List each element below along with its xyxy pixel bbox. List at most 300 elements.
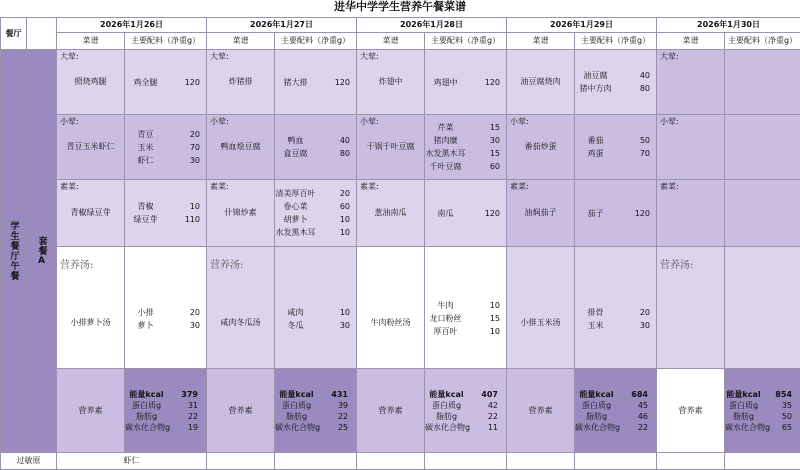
ingredient-row (125, 128, 206, 141)
dish-cell (657, 50, 725, 115)
nutrient-name: 脂肪g (125, 411, 168, 422)
ingredient-weight: 10 (316, 213, 356, 226)
dish-cell-inner (357, 50, 424, 114)
ingredient-cell (725, 115, 800, 180)
header-blank (27, 18, 57, 50)
ingredient-weight: 120 (466, 207, 506, 220)
dish-name: 牛肉粉丝汤 (359, 318, 422, 328)
ingredient-name: 清美厚百叶 (275, 187, 316, 200)
nutrient-value: 50 (762, 411, 800, 422)
ingredient-row (575, 134, 656, 147)
ingredient-cell (125, 247, 207, 369)
nutrition-row (125, 400, 206, 411)
ingredient-name: 龙口粉丝 (425, 312, 466, 325)
ingredient-cell (725, 247, 800, 369)
dish-category: 小荤: (660, 117, 679, 127)
ingredient-weight: 80 (616, 82, 656, 95)
dish-name: 鸭血烩豆腐 (209, 142, 272, 152)
day-date-1: 2026年1月27日 (207, 18, 357, 33)
allergen-blank (207, 453, 275, 470)
col-dish-header: 菜谱 (357, 33, 425, 50)
nutrition-values (725, 369, 800, 453)
nutrition-row (575, 389, 656, 400)
dish-cell-inner (507, 180, 574, 246)
nutrient-name: 能量kcal (425, 389, 468, 400)
ingredient-row (275, 187, 356, 200)
ingredient-list (725, 50, 800, 114)
ingredient-row (125, 213, 206, 226)
dish-cell-inner (357, 180, 424, 246)
ingredient-row (425, 160, 506, 173)
dish-name: 咸肉冬瓜汤 (209, 318, 272, 328)
ingredient-weight: 20 (166, 306, 206, 319)
ingredient-row (575, 147, 656, 160)
dish-cell-inner (357, 258, 424, 357)
ingredient-row (125, 319, 206, 332)
ingredient-list (425, 115, 506, 179)
ingredient-row (425, 134, 506, 147)
ingredient-name: 虾仁 (125, 154, 166, 167)
nutrient-value: 42 (468, 400, 506, 411)
ingredient-cell (725, 50, 800, 115)
ingredient-name: 青豆 (125, 128, 166, 141)
ingredient-cell (125, 115, 207, 180)
ingredient-name: 水发黑木耳 (275, 226, 316, 239)
nutrient-value: 22 (168, 411, 206, 422)
dish-category: 大荤: (360, 52, 379, 62)
ingredient-name: 青椒 (125, 200, 166, 213)
ingredient-name: 番茄 (575, 134, 616, 147)
nutrition-values (575, 369, 657, 453)
col-dish-header: 菜谱 (207, 33, 275, 50)
ingredient-list (275, 247, 356, 368)
ingredient-list (125, 247, 206, 368)
nutrition-label: 营养素 (357, 369, 425, 453)
ingredient-name: 鸡翅中 (425, 76, 466, 89)
ingredient-cell (725, 180, 800, 247)
ingredient-name: 卷心菜 (275, 200, 316, 213)
ingredient-list (575, 180, 656, 246)
ingredient-name: 绿豆芽 (125, 213, 166, 226)
ingredient-list (425, 180, 506, 246)
nutrition-row (575, 411, 656, 422)
ingredient-weight: 80 (316, 147, 356, 160)
allergen-blank (725, 453, 800, 470)
ingredient-list (125, 115, 206, 179)
nutrition-row (725, 400, 800, 411)
nutrition-row (725, 411, 800, 422)
allergen-blank (425, 453, 507, 470)
ingredient-row (275, 306, 356, 319)
nutrient-value: 19 (170, 422, 206, 433)
dish-cell-inner (207, 180, 274, 246)
nutrient-value: 22 (468, 411, 506, 422)
ingredient-list (125, 50, 206, 114)
ingredient-weight: 110 (166, 213, 206, 226)
ingredient-cell (275, 50, 357, 115)
ingredient-row (575, 319, 656, 332)
dish-cell-inner (207, 115, 274, 179)
nutrition-list (575, 369, 656, 452)
ingredient-weight: 70 (616, 147, 656, 160)
ingredient-weight: 120 (616, 207, 656, 220)
menu-table (0, 17, 800, 470)
ingredient-weight: 10 (466, 299, 506, 312)
ingredient-row (425, 325, 506, 338)
nutrition-row (275, 389, 356, 400)
ingredient-list (725, 247, 800, 368)
ingredient-cell (575, 50, 657, 115)
ingredient-weight: 15 (466, 147, 506, 160)
nutrition-row (575, 400, 656, 411)
nutrient-value: 22 (620, 422, 656, 433)
dish-category: 素菜: (210, 182, 229, 192)
nutrient-value: 684 (618, 389, 656, 400)
nutrient-name: 蛋白质g (275, 400, 318, 411)
nutrient-value: 39 (318, 400, 356, 411)
col-ingredient-header: 主要配料（净重g） (725, 33, 800, 50)
ingredient-row (575, 69, 656, 82)
ingredient-list (125, 180, 206, 246)
dish-cell-inner (507, 258, 574, 357)
col-ingredient-header: 主要配料（净重g） (275, 33, 357, 50)
ingredient-row (425, 312, 506, 325)
nutrition-values (425, 369, 507, 453)
ingredient-name: 鸭血 (275, 134, 316, 147)
col-ingredient-header: 主要配料（净重g） (425, 33, 507, 50)
nutrient-name: 蛋白质g (575, 400, 618, 411)
ingredient-weight: 60 (466, 160, 506, 173)
ingredient-list (275, 50, 356, 114)
nutrition-row (425, 422, 506, 433)
nutrition-row (425, 389, 506, 400)
nutrition-row (125, 389, 206, 400)
ingredient-name: 鸡蛋 (575, 147, 616, 160)
dish-cell-inner (507, 115, 574, 179)
ingredient-cell (125, 180, 207, 247)
dish-category: 小荤: (210, 117, 229, 127)
nutrient-name: 能量kcal (725, 389, 762, 400)
nutrition-row (575, 422, 656, 433)
ingredient-weight: 15 (466, 312, 506, 325)
dish-name: 油豆腐烧肉 (509, 77, 572, 87)
dish-category: 素菜: (60, 182, 79, 192)
nutrient-value: 407 (468, 389, 506, 400)
nutrient-name: 脂肪g (425, 411, 468, 422)
ingredient-name: 牛肉 (425, 299, 466, 312)
dish-category: 小荤: (360, 117, 379, 127)
nutrition-row (125, 411, 206, 422)
ingredient-weight: 20 (616, 306, 656, 319)
nutrition-label: 营养素 (657, 369, 725, 453)
ingredient-weight: 10 (316, 226, 356, 239)
ingredient-row (575, 207, 656, 220)
nutrient-value: 11 (470, 422, 506, 433)
dish-category: 素菜: (510, 182, 529, 192)
ingredient-cell (275, 115, 357, 180)
dish-cell-inner (657, 258, 724, 357)
ingredient-cell (425, 115, 507, 180)
nutrient-name: 脂肪g (725, 411, 762, 422)
dish-cell (357, 50, 425, 115)
dish-cell-inner (57, 115, 124, 179)
ingredient-list (725, 180, 800, 246)
dish-name: 番茄炒蛋 (509, 142, 572, 152)
dish-category: 大荤: (660, 52, 679, 62)
dish-cell (57, 180, 125, 247)
ingredient-weight: 60 (316, 200, 356, 213)
ingredient-name: 小排 (125, 306, 166, 319)
ingredient-row (275, 226, 356, 239)
nutrient-name: 蛋白质g (425, 400, 468, 411)
dish-category: 营养汤: (210, 261, 243, 271)
dish-cell (57, 247, 125, 369)
ingredient-name: 芹菜 (425, 121, 466, 134)
ingredient-weight: 30 (616, 319, 656, 332)
nutrient-name: 碳水化合物g (725, 422, 770, 433)
dish-cell (657, 247, 725, 369)
nutrition-values (125, 369, 207, 453)
nutrient-name: 能量kcal (275, 389, 318, 400)
nutrient-value: 45 (618, 400, 656, 411)
ingredient-name: 厚百叶 (425, 325, 466, 338)
ingredient-weight: 70 (166, 141, 206, 154)
ingredient-weight: 50 (616, 134, 656, 147)
ingredient-row (425, 147, 506, 160)
nutrition-row (425, 411, 506, 422)
nutrition-row (425, 400, 506, 411)
dish-category: 小荤: (60, 117, 79, 127)
set-label: 套餐A (37, 236, 47, 267)
ingredient-name: 冬瓜 (275, 319, 316, 332)
ingredient-row (125, 76, 206, 89)
nutrient-value: 65 (770, 422, 800, 433)
ingredient-row (425, 76, 506, 89)
ingredient-weight: 40 (316, 134, 356, 147)
allergen-blank (507, 453, 575, 470)
ingredient-name: 胡萝卜 (275, 213, 316, 226)
nutrition-row (725, 389, 800, 400)
dish-cell-inner (207, 50, 274, 114)
canting-header: 餐厅 (1, 18, 27, 50)
ingredient-cell (425, 50, 507, 115)
day-date-4: 2026年1月30日 (657, 18, 800, 33)
dish-category: 大荤: (60, 52, 79, 62)
ingredient-row (275, 319, 356, 332)
dish-cell-inner (657, 50, 724, 114)
ingredient-row (275, 76, 356, 89)
nutrition-label: 营养素 (207, 369, 275, 453)
ingredient-list (425, 247, 506, 368)
nutrition-list (125, 369, 206, 452)
ingredient-name: 油豆腐 (575, 69, 616, 82)
ingredient-row (125, 154, 206, 167)
dish-name: 葱油南瓜 (359, 208, 422, 218)
ingredient-name: 鸡全腿 (125, 76, 166, 89)
ingredient-name: 玉米 (575, 319, 616, 332)
ingredient-weight: 10 (316, 306, 356, 319)
ingredient-weight: 120 (466, 76, 506, 89)
nutrient-value: 25 (320, 422, 356, 433)
ingredient-row (275, 147, 356, 160)
nutrient-value: 379 (168, 389, 206, 400)
ingredient-row (125, 141, 206, 154)
allergen-blank (357, 453, 425, 470)
dish-cell (507, 115, 575, 180)
ingredient-row (275, 213, 356, 226)
ingredient-weight: 15 (466, 121, 506, 134)
allergen-blank (275, 453, 357, 470)
nutrient-name: 能量kcal (575, 389, 618, 400)
dish-name: 小排萝卜汤 (59, 318, 122, 328)
dish-cell (507, 247, 575, 369)
nutrient-name: 能量kcal (125, 389, 168, 400)
ingredient-name: 盒豆腐 (275, 147, 316, 160)
nutrient-name: 蛋白质g (125, 400, 168, 411)
nutrient-value: 22 (318, 411, 356, 422)
nutrition-row (275, 411, 356, 422)
nutrient-value: 854 (762, 389, 800, 400)
ingredient-weight: 10 (466, 325, 506, 338)
ingredient-name: 水发黑木耳 (425, 147, 466, 160)
dish-name: 小排玉米汤 (509, 318, 572, 328)
dish-cell (207, 180, 275, 247)
dish-cell (657, 115, 725, 180)
ingredient-weight: 120 (316, 76, 356, 89)
col-dish-header: 菜谱 (507, 33, 575, 50)
ingredient-weight: 40 (616, 69, 656, 82)
ingredient-name: 咸肉 (275, 306, 316, 319)
dish-cell (57, 115, 125, 180)
dish-cell-inner (207, 258, 274, 357)
dish-name: 干锅千叶豆腐 (359, 142, 422, 152)
ingredient-name: 萝卜 (125, 319, 166, 332)
day-date-3: 2026年1月29日 (507, 18, 657, 33)
dish-name: 炸猪排 (209, 77, 272, 87)
dish-category: 大荤: (210, 52, 229, 62)
ingredient-name: 千叶豆腐 (425, 160, 466, 173)
ingredient-row (425, 207, 506, 220)
ingredient-row (575, 82, 656, 95)
ingredient-cell (575, 247, 657, 369)
allergen-label: 过敏原 (1, 453, 57, 470)
ingredient-name: 猪肉糜 (425, 134, 466, 147)
day-date-2: 2026年1月28日 (357, 18, 507, 33)
ingredient-row (275, 200, 356, 213)
ingredient-row (125, 306, 206, 319)
ingredient-cell (425, 180, 507, 247)
dish-cell-inner (57, 180, 124, 246)
ingredient-list (425, 50, 506, 114)
ingredient-row (425, 299, 506, 312)
set-label-cell (27, 50, 57, 453)
dish-cell (507, 180, 575, 247)
dish-cell-inner (357, 115, 424, 179)
dish-cell-inner (657, 115, 724, 179)
dish-cell (357, 115, 425, 180)
ingredient-list (575, 247, 656, 368)
ingredient-list (575, 115, 656, 179)
nutrient-name: 蛋白质g (725, 400, 762, 411)
col-ingredient-header: 主要配料（净重g） (125, 33, 207, 50)
ingredient-name: 南瓜 (425, 207, 466, 220)
dish-cell (357, 247, 425, 369)
dish-cell (657, 180, 725, 247)
ingredient-weight: 10 (166, 200, 206, 213)
dish-name: 什锦炒素 (209, 208, 272, 218)
dish-cell-inner (57, 258, 124, 357)
nutrition-label: 营养素 (57, 369, 125, 453)
ingredient-name: 排骨 (575, 306, 616, 319)
nutrition-list (725, 369, 800, 452)
dish-cell (207, 115, 275, 180)
ingredient-cell (575, 180, 657, 247)
ingredient-list (725, 115, 800, 179)
dish-name: 青椒绿豆芽 (59, 208, 122, 218)
ingredient-weight: 30 (466, 134, 506, 147)
nutrient-value: 35 (762, 400, 800, 411)
ingredient-weight: 30 (166, 319, 206, 332)
dish-cell (357, 180, 425, 247)
nutrient-name: 碳水化合物g (275, 422, 320, 433)
dish-name: 油焖茄子 (509, 208, 572, 218)
nutrient-name: 碳水化合物g (125, 422, 170, 433)
nutrition-values (275, 369, 357, 453)
dish-cell (207, 50, 275, 115)
ingredient-name: 茄子 (575, 207, 616, 220)
ingredient-cell (575, 115, 657, 180)
nutrient-name: 脂肪g (575, 411, 618, 422)
dish-category: 素菜: (360, 182, 379, 192)
nutrient-value: 431 (318, 389, 356, 400)
ingredient-row (275, 134, 356, 147)
nutrition-row (275, 400, 356, 411)
nutrition-label: 营养素 (507, 369, 575, 453)
ingredient-cell (275, 247, 357, 369)
dish-cell (57, 50, 125, 115)
ingredient-weight: 120 (166, 76, 206, 89)
dish-name: 炸翅中 (359, 77, 422, 87)
ingredient-name: 玉米 (125, 141, 166, 154)
ingredient-row (425, 121, 506, 134)
page-title: 进华中学学生营养午餐菜谱 (0, 0, 800, 14)
dish-cell-inner (57, 50, 124, 114)
dish-cell-inner (657, 180, 724, 246)
nutrition-row (125, 422, 206, 433)
ingredient-name: 猪中方肉 (575, 82, 616, 95)
ingredient-list (575, 50, 656, 114)
nutrient-value: 46 (618, 411, 656, 422)
nutrient-value: 31 (168, 400, 206, 411)
dish-category: 营养汤: (660, 261, 693, 271)
dish-cell (207, 247, 275, 369)
dish-cell-inner (507, 50, 574, 114)
nutrition-list (425, 369, 506, 452)
ingredient-list (275, 180, 356, 246)
dish-cell (507, 50, 575, 115)
ingredient-cell (425, 247, 507, 369)
dish-category: 小荤: (510, 117, 529, 127)
ingredient-weight: 30 (316, 319, 356, 332)
ingredient-cell (125, 50, 207, 115)
col-ingredient-header: 主要配料（净重g） (575, 33, 657, 50)
nutrient-name: 碳水化合物g (575, 422, 620, 433)
ingredient-name: 猪大排 (275, 76, 316, 89)
canteen-name: 学生餐厅午餐 (9, 221, 19, 281)
day-date-0: 2026年1月26日 (57, 18, 207, 33)
allergen-value: 虾仁 (57, 453, 207, 470)
allergen-blank (657, 453, 725, 470)
